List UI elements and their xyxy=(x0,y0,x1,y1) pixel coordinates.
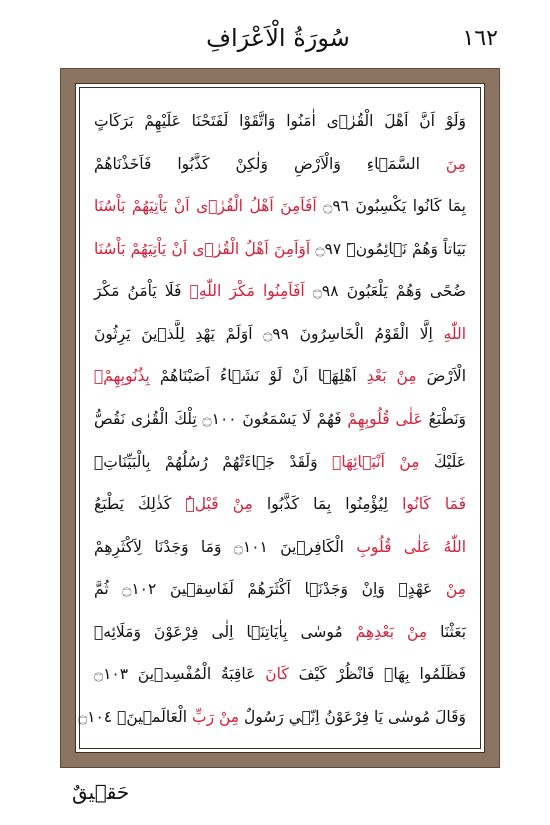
text-segment: فَظَلَمُوا بِهَاۚ فَانْظُرْ كَيْفَ xyxy=(288,665,467,684)
red-text-segment: اللّٰهِ xyxy=(443,324,467,343)
text-segment: عَهْدٍۚ وَاِنْ وَجَدْنَۤا اَكْثَرَهُمْ لَفَاسِق۪ينَ ۝١٠٢ ثُمَّ xyxy=(94,580,446,599)
text-segment: بَيَاتاً وَهُمْ نَۤائِمُونَۜ ۝٩٧ xyxy=(310,239,466,258)
red-text-segment: مِنْ رَبِّ xyxy=(192,707,240,726)
text-segment: بِمَا كَانُوا يَكْسِبُونَ ۝٩٦ xyxy=(316,197,466,216)
text-line xyxy=(94,655,466,693)
red-text-segment: مِنْ اَنْبَۤائِهَاۚ xyxy=(332,452,420,471)
text-segment: اِلَّا الْقَوْمُ الْخَاسِرُونَ ۝٩٩ اَوَلَمْ يَهْدِ لِلَّذ۪ينَ يَرِثُونَ xyxy=(94,324,444,343)
text-line xyxy=(94,272,466,310)
text-segment: كَذٰلِكَ يَطْبَعُ xyxy=(94,495,186,514)
text-line xyxy=(78,698,466,736)
red-text-segment: مِنَ xyxy=(445,154,466,173)
red-text-segment: عَلٰى قُلُوبِهِمْ xyxy=(347,409,423,428)
red-text-segment: مِنْ بَعْدِهِمْ xyxy=(355,622,428,641)
text-line xyxy=(94,315,466,353)
page-border-frame xyxy=(60,68,500,768)
red-text-segment: مِنْ بَعْدِ xyxy=(366,367,417,386)
text-line xyxy=(94,145,466,183)
text-segment: اَهْلِهَۤا اَنْ لَوْ نَشَۤاءُ اَصَبْنَاهُمْ xyxy=(149,367,367,386)
page-header xyxy=(58,20,498,64)
text-segment: الْكَافِر۪ينَ ۝١٠١ وَمَا وَجَدْنَا لِاَكْثَرِهِمْ xyxy=(94,537,357,556)
text-segment: عَلَيْكَ xyxy=(419,452,466,471)
text-line xyxy=(94,443,466,481)
text-line xyxy=(94,613,466,651)
red-text-segment: فَمَا كَانُوا xyxy=(402,495,467,514)
text-segment: ضُحًى وَهُمْ يَلْعَبُونَ ۝٩٨ xyxy=(304,282,466,301)
text-segment: وَلَقَدْ جَۤاءَتْهُمْ رُسُلُهُمْ بِالْبَيِّنَاتِۚ xyxy=(94,452,333,471)
red-text-segment: بِذُنُوبِهِمْۚ xyxy=(94,367,150,386)
text-line xyxy=(94,357,466,395)
text-segment: فَلَا يَاْمَنُ مَكْرَ xyxy=(94,282,190,301)
red-text-segment: اَفَاَمِنَ اَهْلُ الْقُرٰۤى اَنْ يَاْتِيَهُمْ بَاْسُنَا xyxy=(94,197,317,216)
text-line xyxy=(94,102,466,140)
text-segment: الْاَرْضَ xyxy=(416,367,466,386)
text-segment: وَقَالَ مُوسٰى يَا فِرْعَوْنُ اِنّ۪ي رَسُولٌ xyxy=(239,707,466,726)
text-line xyxy=(94,230,466,268)
text-line xyxy=(94,485,466,523)
red-text-segment: مِنْ xyxy=(445,580,467,599)
text-panel xyxy=(75,83,485,753)
red-text-segment: اَفَاَمِنُوا مَكْرَ اللّٰهِۚ xyxy=(189,282,305,301)
text-line xyxy=(94,187,466,225)
red-text-segment: اَوَاَمِنَ اَهْلُ الْقُرٰۤى اَنْ يَاْتِيَهُمْ بَاْسُنَا xyxy=(94,239,311,258)
red-text-segment: كَانَ xyxy=(265,665,289,684)
text-line xyxy=(94,400,466,438)
red-text-segment: اللّٰهُ عَلٰى قُلُوبِ xyxy=(356,537,467,556)
text-line xyxy=(94,528,466,566)
text-segment: وَلَوْ اَنَّ اَهْلَ الْقُرٰۤى اٰمَنُوا وَاتَّقَوْا لَفَتَحْنَا عَلَيْهِمْ بَرَكَاتٍ xyxy=(94,112,466,130)
verse-lines xyxy=(78,102,467,736)
surah-title: سُورَةُ الْاَعْرَافِ xyxy=(206,24,350,52)
text-segment: عَاقِبَةُ الْمُفْسِد۪ينَ ۝١٠٣ xyxy=(94,665,266,684)
text-line xyxy=(94,570,466,608)
page-number: ١٦٢ xyxy=(462,26,498,51)
text-segment: مُوسٰى بِاٰيَاتِنَۤا اِلٰى فِرْعَوْنَ وَمَلَائِه۪ xyxy=(94,622,356,641)
text-segment: فَهُمْ لَا يَسْمَعُونَ ۝١٠٠ تِلْكَ الْقُرٰى نَقُصُّ xyxy=(94,409,348,428)
text-segment: وَنَطْبَعُ xyxy=(422,409,466,428)
catchword: حَق۪يقٌ xyxy=(72,780,130,804)
text-segment: الْعَالَم۪ينَۙ ۝١٠٤ xyxy=(78,707,192,726)
red-text-segment: مِنْ قَبْلُۜ xyxy=(185,495,253,514)
text-segment: لِيُؤْمِنُوا بِمَا كَذَّبُوا xyxy=(252,495,403,514)
text-segment: السَّمَۤاءِ وَالْاَرْضِ وَلٰكِنْ كَذَّبُوا فَاَخَذْنَاهُمْ xyxy=(94,154,446,173)
text-segment: بَعَثْنَا xyxy=(427,622,467,641)
